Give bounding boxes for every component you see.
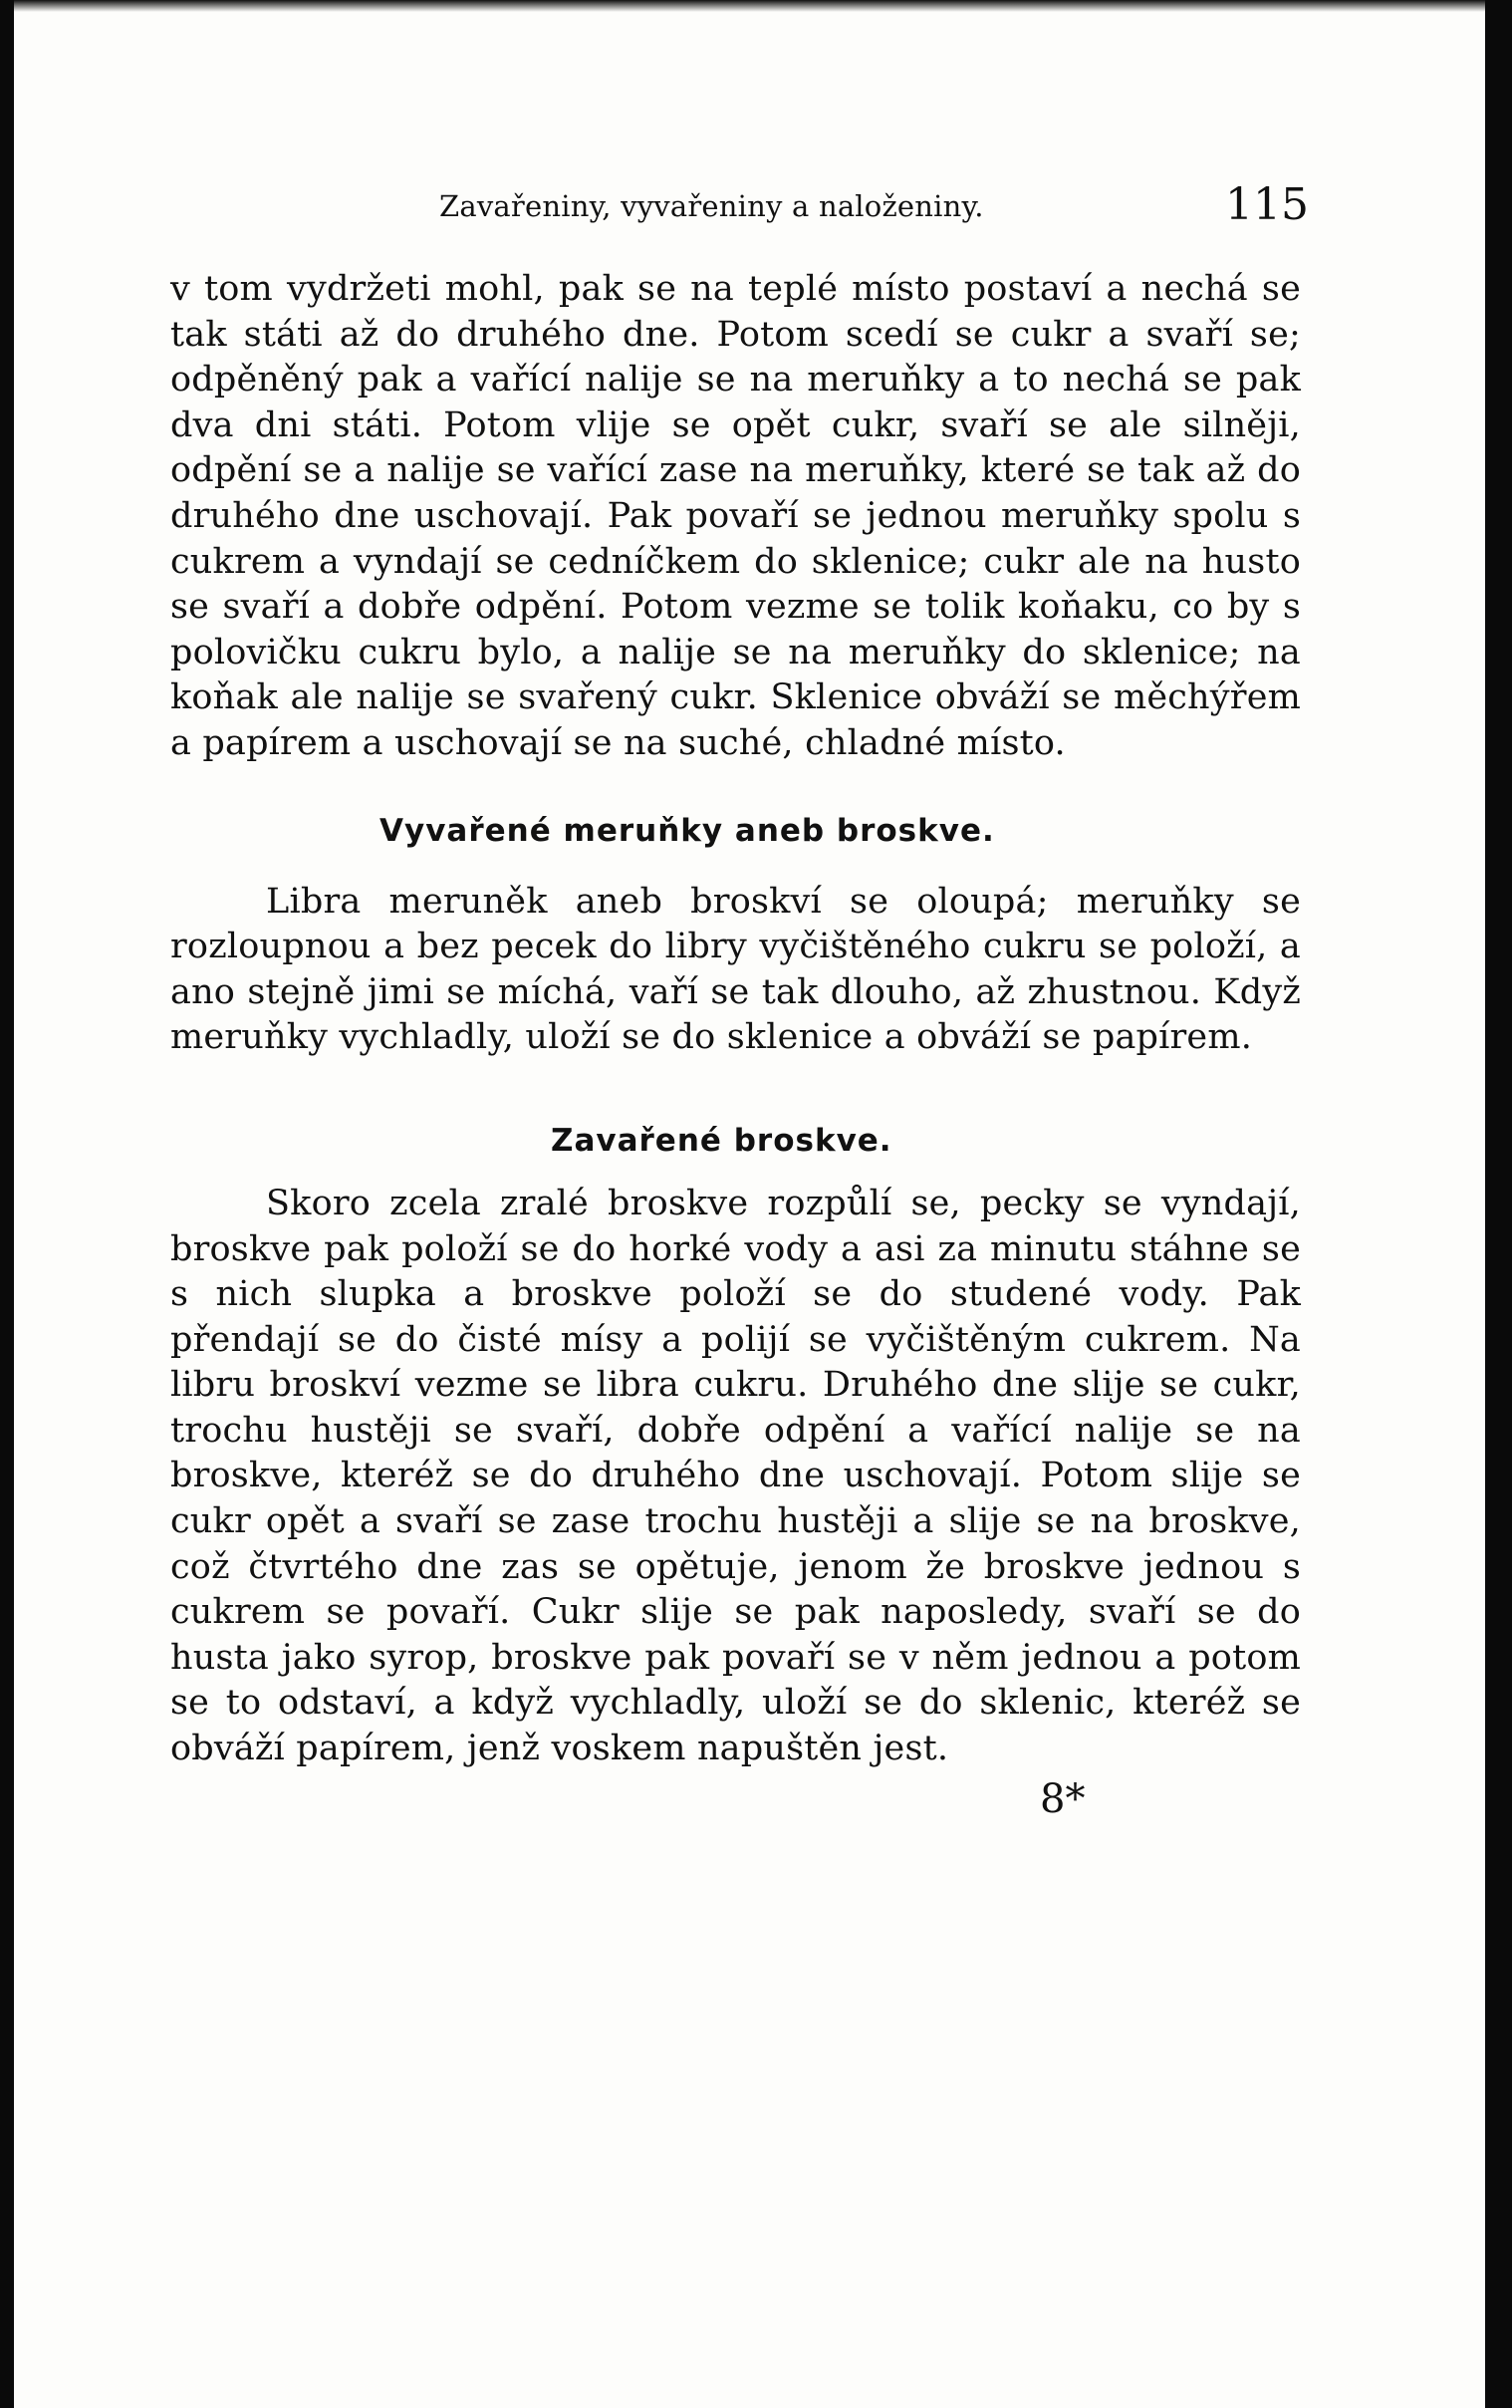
section-heading-peaches: Zavařené broskve. [551, 1122, 892, 1159]
paragraph-peaches: Skoro zcela zralé broskve rozpůlí se, pecky se vyndají, broskve pak položí se do horké vody a asi za minutu stáhne se s nich slupka a broskve položí se do studené vody. Pak přendají se do čisté mísy a polijí se vyčištěným cukrem. Na libru broskví vezme se libra cukru. Druhého dne slije se cukr, trochu hustěji se svaří, dobře odpění a vařící nalije se na broskve, kteréž se do druhého dne uschovají. Potom slije se cukr opět a svaří se zase trochu hustěji a slije se na broskve, což čtvrtého dne zas se opětuje, jenom že broskve jednou s cukrem se povaří. Cukr slije se pak naposledy, svaří se do husta jako syrop, broskve pak povaří se v něm jednou a potom se to odstaví, a když vychladly, uloží se do sklenic, kteréž se obváží papírem, jenž voskem napuštěn jest. [170, 1183, 1301, 1769]
paragraph-continued: v tom vydržeti mohl, pak se na teplé místo postaví a nechá se tak státi až do druhého dne. Potom scedí se cukr a svaří se; odpěněný pak a vařící nalije se na meruňky a to nechá se pak dva dni státi. Potom vlije se opět cukr, svaří se ale silněji, odpění se a nalije se vařící zase na meruňky, které se tak až do druhého dne uschovají. Pak povaří se jednou meruňky spolu s cukrem a vyndají se cedníčkem do sklenice; cukr ale na husto se svaří a dobře odpění. Potom vezme se tolik koňaku, co by s polovičku cukru bylo, a nalije se na meruňky do sklenice; na koňak ale nalije se svařený cukr. Sklenice obváží se měchýřem a papírem a uschovají se na suché, chladné místo. [170, 269, 1301, 763]
page-number: 115 [1225, 179, 1309, 230]
running-head [170, 179, 1309, 239]
book-page [14, 0, 1485, 2408]
scan-right-border [1485, 0, 1512, 2408]
paragraph-apricots: Libra meruněk aneb broskví se oloupá; meruňky se rozloupnou a bez pecek do libry vyčištěného cukru se položí, a ano stejně jimi se míchá, vaří se tak dlouho, až zhustnou. Když meruňky vychladly, uloží se do sklenice a obváží se papírem. [170, 881, 1301, 1058]
signature-mark: 8* [1040, 1775, 1086, 1822]
scan-left-border [0, 0, 14, 2408]
running-title: Zavařeniny, vyvařeniny a naloženiny. [439, 189, 984, 223]
section-heading-apricots: Vyvařené meruňky aneb broskve. [379, 812, 995, 849]
page-content [170, 179, 1309, 1822]
scan-top-shadow [14, 0, 1485, 12]
